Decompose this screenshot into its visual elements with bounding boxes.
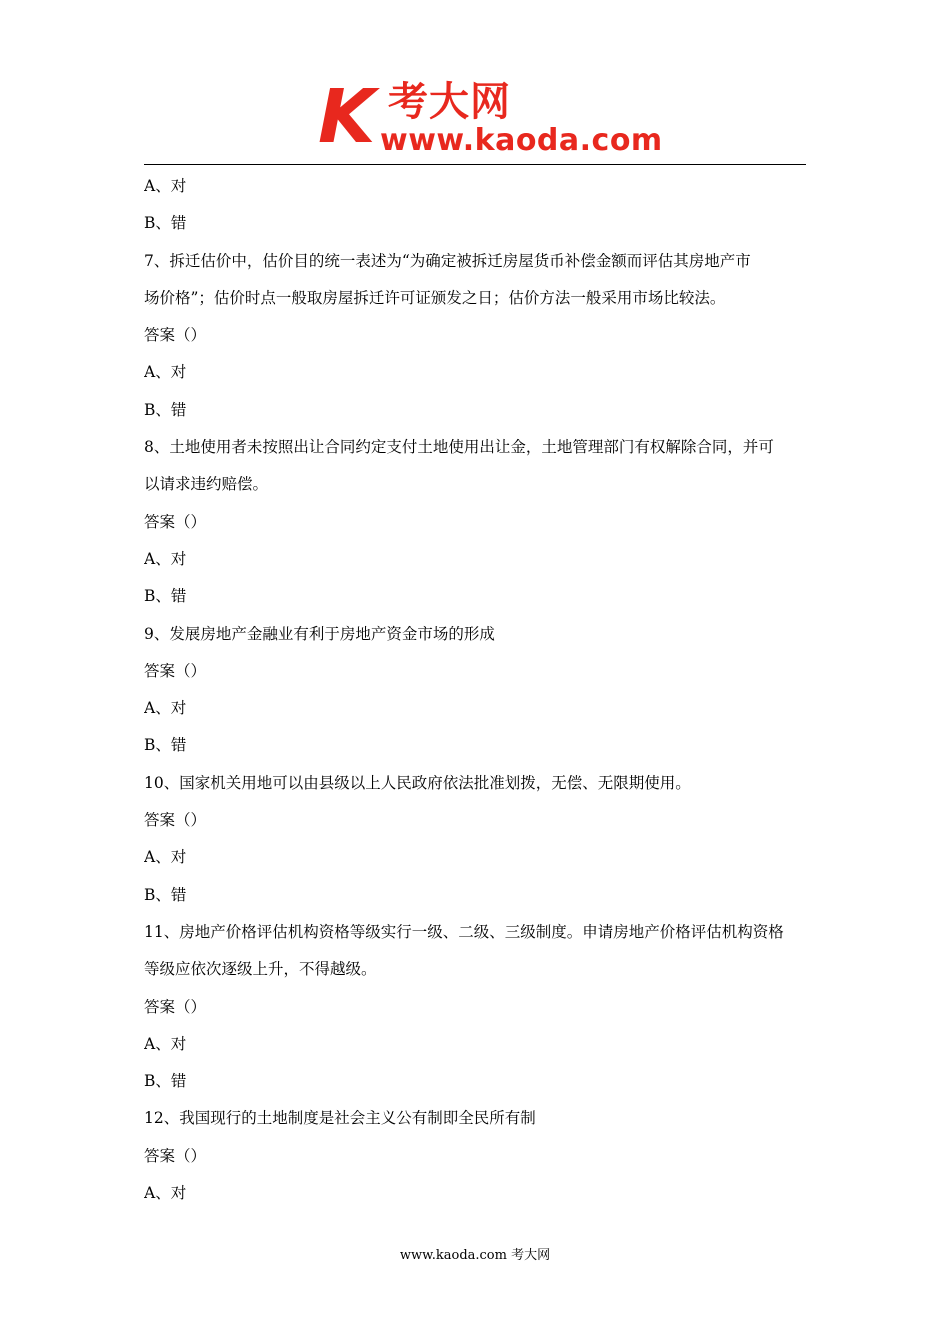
text-line: A、对 [144,1034,187,1053]
text-line: B、错 [144,400,187,419]
text-line: 等级应依次逐级上升，不得越级。 [144,960,377,979]
text-line: B、错 [144,885,187,904]
text-line: 7、拆迁估价中，估价目的统一表述为“为确定被拆迁房屋货币补偿金额而评估其房地产市 [144,251,751,270]
logo-title: 考大网 [388,79,511,125]
text-line: A、对 [144,699,187,718]
text-line: 9、发展房地产金融业有利于房地产资金市场的形成 [144,624,495,643]
text-line: 场价格”；估价时点一般取房屋拆迁许可证颁发之日；估价方法一般采用市场比较法。 [144,288,726,307]
text-line: 以请求违约赔偿。 [144,475,269,494]
kaoda-logo [318,74,663,162]
text-line: 答案（） [144,1146,207,1165]
text-line: 12、我国现行的土地制度是社会主义公有制即全民所有制 [144,1109,536,1128]
text-line: 答案（） [144,326,207,345]
text-line: 10、国家机关用地可以由县级以上人民政府依法批准划拨，无偿、无限期使用。 [144,773,691,792]
text-line: 答案（） [144,661,207,680]
text-line: 11、房地产价格评估机构资格等级实行一级、二级、三级制度。申请房地产价格评估机构资格 [144,922,784,941]
text-line: B、错 [144,214,187,233]
page-footer: www.kaoda.com 考大网 [399,1248,551,1263]
text-line: 答案（） [144,997,207,1016]
text-line: A、对 [144,1184,187,1203]
text-line: A、对 [144,363,187,382]
text-line: B、错 [144,587,187,606]
logo-url: www.kaoda.com [380,123,663,158]
text-line: 8、土地使用者未按照出让合同约定支付土地使用出让金，土地管理部门有权解除合同，并可 [144,438,774,457]
text-line: A、对 [144,549,187,568]
document-body [144,168,806,1212]
text-line: A、对 [144,177,187,195]
logo-k-mark: K [318,74,376,160]
text-line: 答案（） [144,512,207,531]
text-line: 答案（） [144,811,207,830]
text-line: B、错 [144,1072,187,1091]
header-divider [144,164,806,165]
text-line: B、错 [144,736,187,755]
text-line: A、对 [144,848,187,867]
